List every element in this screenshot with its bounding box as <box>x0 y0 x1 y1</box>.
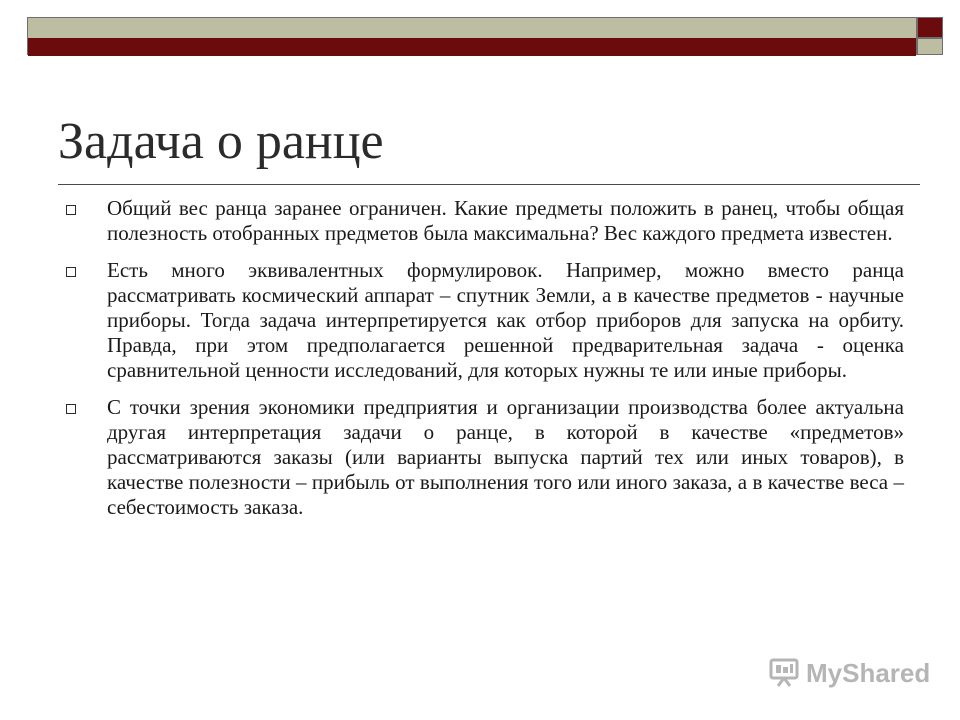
corner-block-top <box>917 17 943 38</box>
bullet-item <box>58 196 904 246</box>
bullet-list <box>58 196 904 532</box>
bullet-item <box>58 258 904 383</box>
header-band <box>27 17 917 55</box>
bullet-text: Общий вес ранца заранее ограничен. Какие предметы положить в ранец, чтобы общая полезность отобранных предметов была максимальна? Вес каждого предмета известен. <box>107 196 904 245</box>
presentation-icon <box>768 658 800 688</box>
slide-title: Задача о ранце <box>58 113 384 170</box>
watermark <box>768 655 930 691</box>
header-stripe <box>28 38 916 56</box>
square-bullet-icon <box>66 267 76 277</box>
corner-block-bottom <box>917 38 943 55</box>
title-divider <box>58 184 920 185</box>
watermark-text: MyShared <box>806 657 931 688</box>
square-bullet-icon <box>66 205 76 215</box>
bullet-text: С точки зрения экономики предприятия и организации производства более актуальна другая интерпретация задачи о ранце, в которой в качестве «предметов» рассматриваются заказы (или варианты выпуска партий тех или иных товаров), в качестве полезности – прибыль от выполнения того или иного заказа, а в качестве веса – себестоимость заказа. <box>107 395 904 519</box>
square-bullet-icon <box>66 404 76 414</box>
bullet-item <box>58 395 904 520</box>
bullet-text: Есть много эквивалентных формулировок. Например, можно вместо ранца рассматривать космический аппарат – спутник Земли, а в качестве предметов - научные приборы. Тогда задача интерпретируется как отбор приборов для запуска на орбиту. Правда, при этом предполагается решенной предварительная задача - оценка сравнительной ценности исследований, для которых нужны те или иные приборы. <box>107 258 904 382</box>
